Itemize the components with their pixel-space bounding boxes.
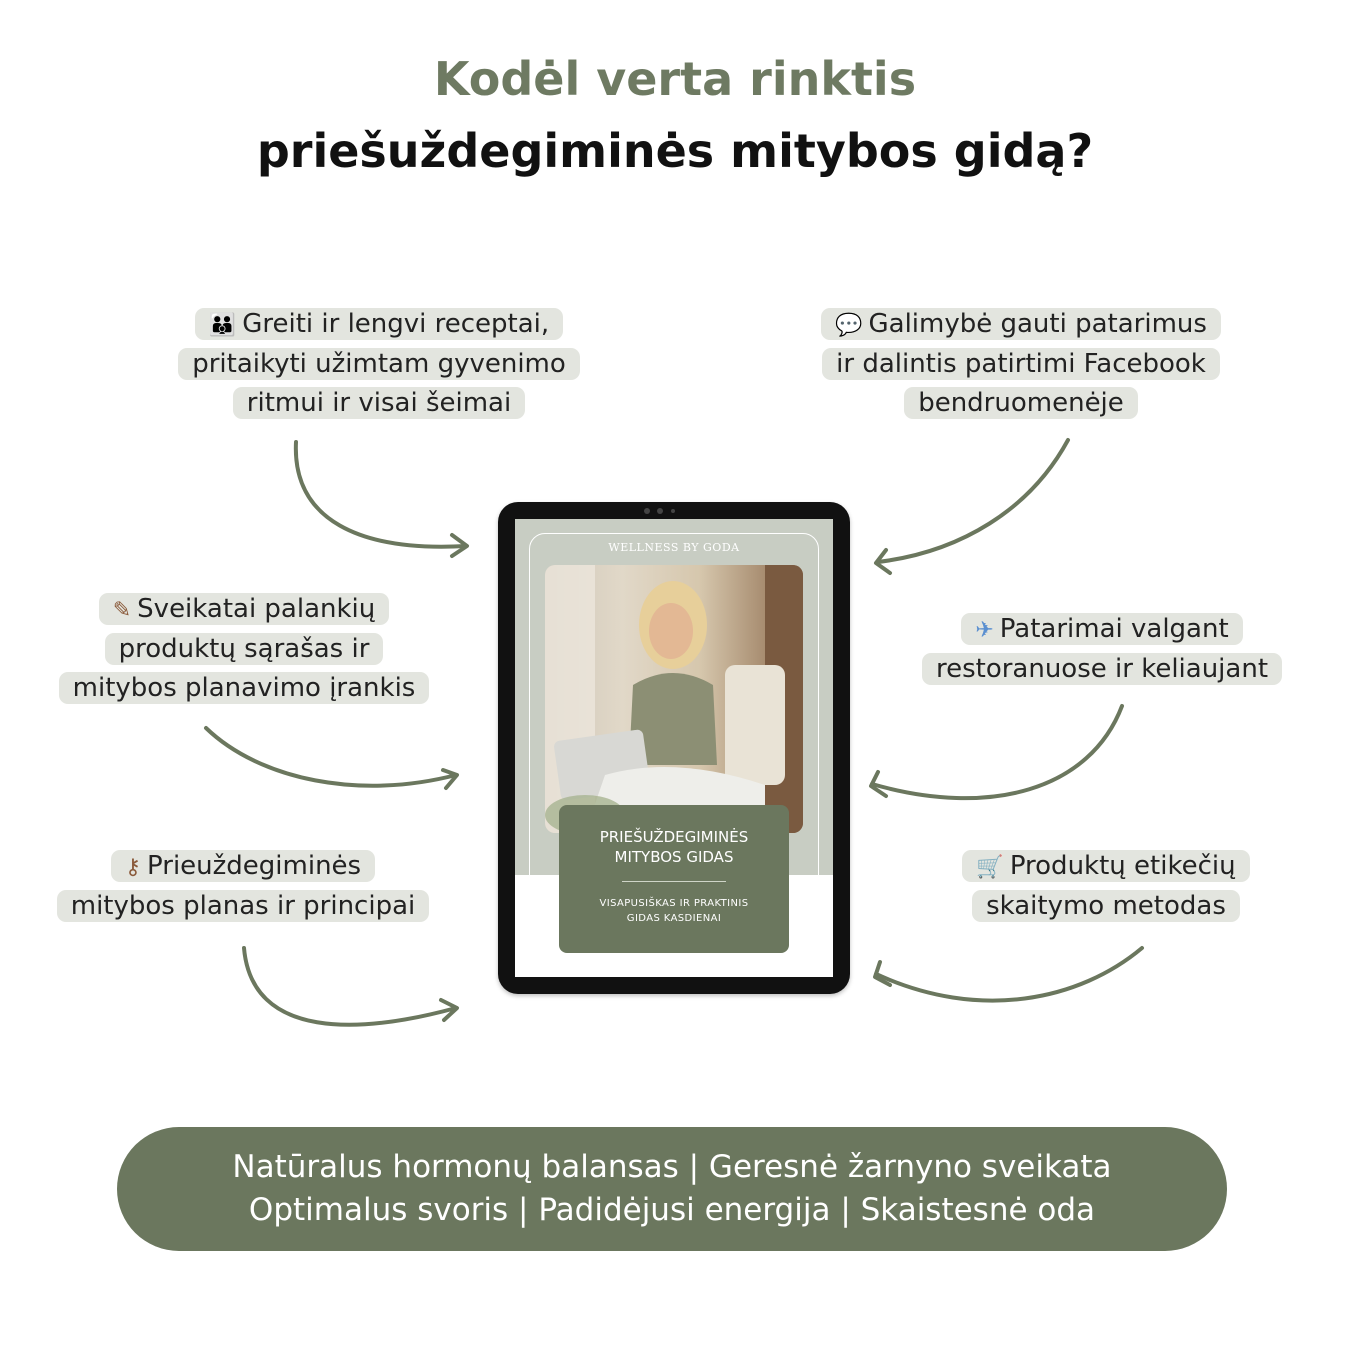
feature-travel-line-1: Patarimai valgant [999,614,1229,644]
key-icon: ⚷ [124,855,142,880]
cover-divider [622,881,726,882]
arrow-mid-right [872,706,1122,798]
camera-dot [644,508,650,514]
cover-photo [545,565,803,833]
feature-community-line-1: Galimybė gauti patarimus [868,309,1207,339]
speech-bubble-icon: 💬 [835,313,863,338]
family-icon: 👪 [208,313,237,338]
cover-brand: WELLNESS BY GODA [608,541,740,554]
cover-subtitle-line-2: GIDAS KASDIENAI [626,913,722,924]
benefits-line-1: Natūralus hormonų balansas | Geresnė žarnyno sveikata [232,1149,1112,1185]
feature-travel-line-2: restoranuose ir keliaujant [922,653,1282,685]
cover-subtitle-line-1: VISAPUSIŠKAS IR PRAKTINIS [599,898,749,909]
feature-recipes-line-3: ritmui ir visai šeimai [233,387,525,419]
cover-title-line-1: PRIEŠUŽDEGIMINĖS [599,828,749,846]
airplane-icon: ✈ [975,618,994,643]
arrowhead-bottom-right [875,962,890,985]
memo-icon: ✎ [112,598,132,623]
feature-recipes-line-1: Greiti ir lengvi receptai, [242,309,550,339]
page-title-line-2: priešuždegiminės mitybos gidą? [256,124,1094,178]
feature-community-line-2: ir dalintis patirtimi Facebook [822,348,1220,380]
arrow-mid-left [206,728,456,786]
shopping-cart-icon: 🛒 [976,855,1004,880]
benefits-line-2: Optimalus svoris | Padidėjusi energija | Skaistesnė oda [248,1192,1096,1228]
camera-dot [671,509,675,513]
feature-product-list-line-1: Sveikatai palankių [137,594,376,624]
feature-product-list-line-3: mitybos planavimo įrankis [59,672,430,704]
tablet-mockup [498,502,850,994]
page-title-line-1: Kodėl verta rinktis [433,52,917,106]
feature-recipes-line-2: pritaikyti užimtam gyvenimo [178,348,580,380]
arrow-bottom-left [244,948,456,1025]
feature-product-list-line-2: produktų sąrašas ir [105,633,384,665]
arrow-top-right [878,440,1068,562]
arrow-top-left [296,442,466,547]
camera-dot [657,508,663,514]
cover-title-box [559,805,789,953]
tablet-screen [515,519,833,977]
cover-photo-illustration [545,565,803,833]
cover-title-line-2: MITYBOS GIDAS [614,848,734,866]
feature-meal-plan-line-2: mitybos planas ir principai [57,890,430,922]
arrow-bottom-right [876,948,1142,1001]
feature-meal-plan-line-1: Prieuždegiminės [147,851,362,881]
feature-labels-line-1: Produktų etikečių [1009,851,1236,881]
feature-labels-line-2: skaitymo metodas [972,890,1240,922]
benefits-banner [117,1127,1227,1251]
feature-community-line-3: bendruomenėje [904,387,1138,419]
